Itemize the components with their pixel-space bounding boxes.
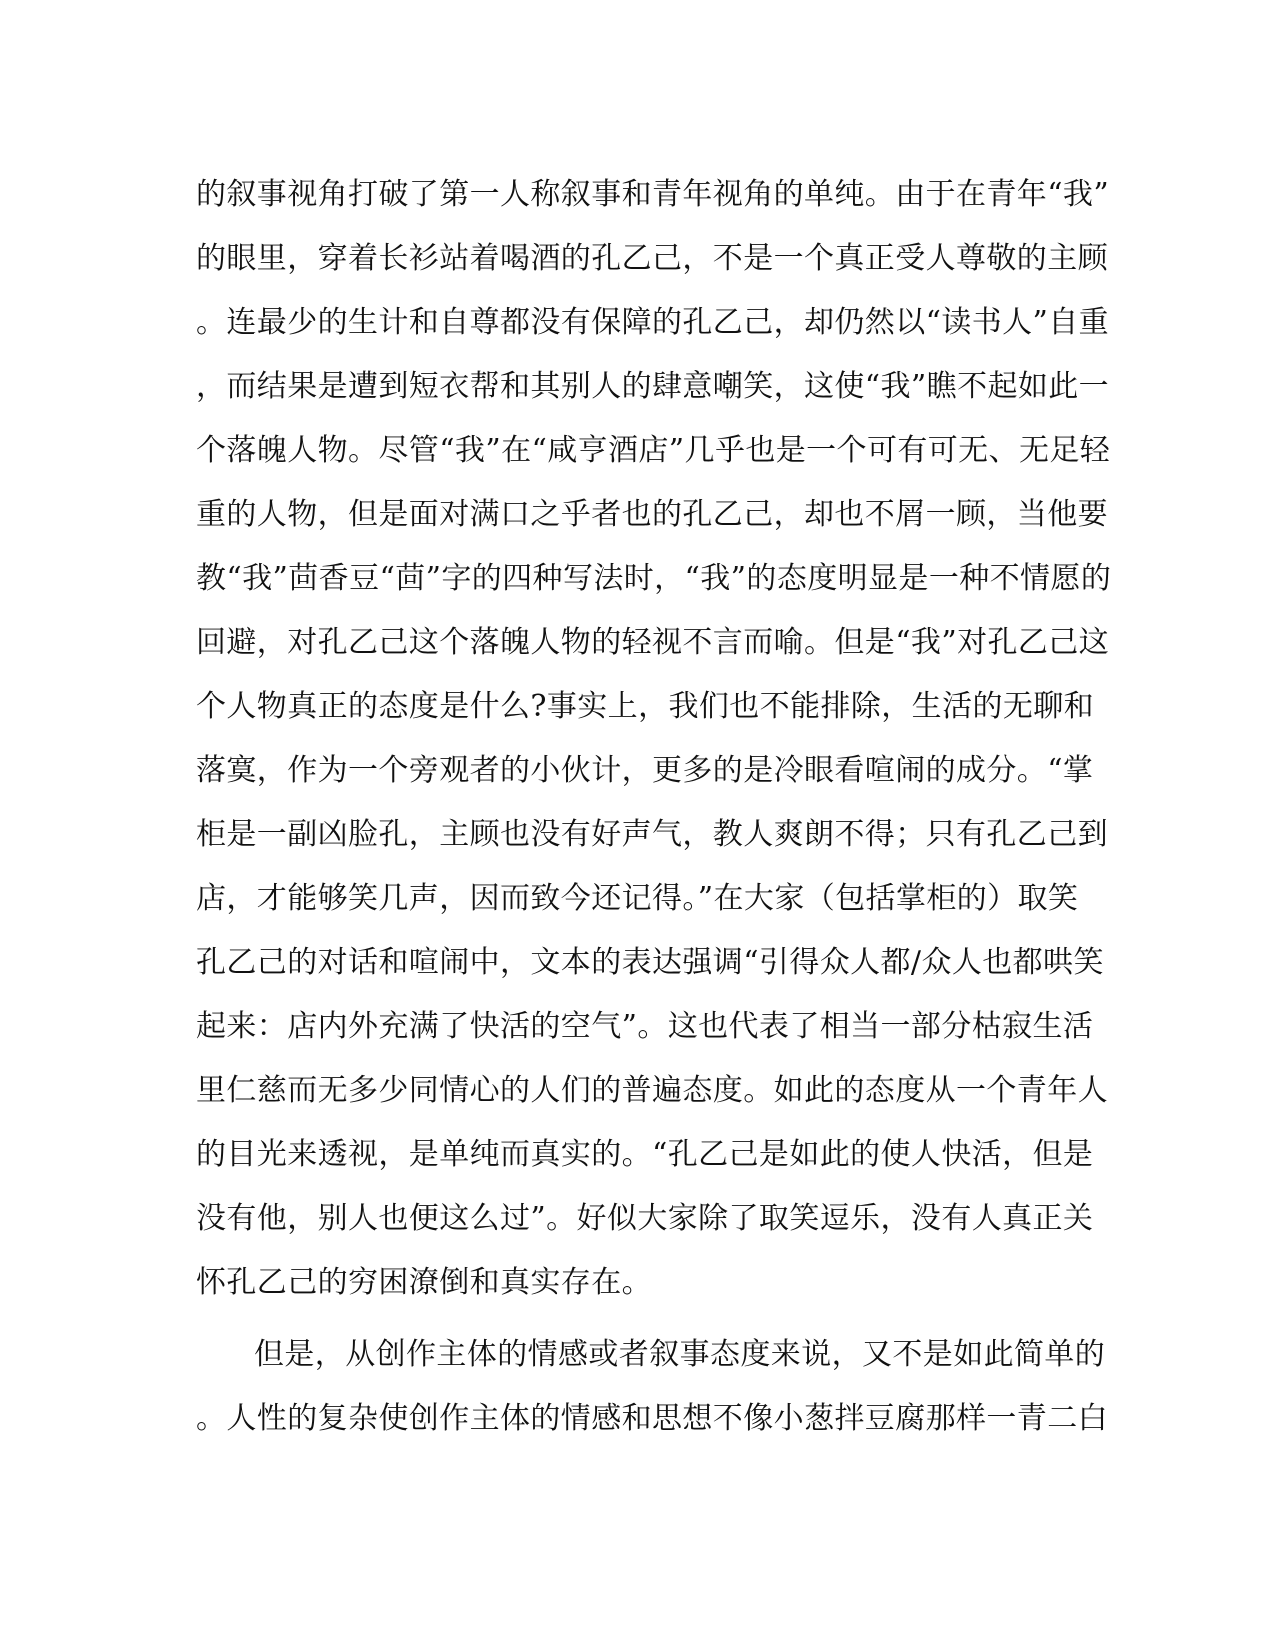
- text-line: 里仁慈而无多少同情心的人们的普遍态度。如此的态度从一个青年人: [196, 1073, 1108, 1108]
- text-line: 。连最少的生计和自尊都没有保障的孔乙己，却仍然以“读书人”自重: [196, 305, 1110, 340]
- text-line: ，而结果是遭到短衣帮和其别人的肆意嘲笑，这使“我”瞧不起如此一: [196, 369, 1110, 404]
- text-line: 回避，对孔乙己这个落魄人物的轻视不言而喻。但是“我”对孔乙己这: [196, 625, 1110, 660]
- text-line: 的眼里，穿着长衫站着喝酒的孔乙己，不是一个真正受人尊敬的主顾: [196, 241, 1108, 276]
- text-line: 个人物真正的态度是什么?事实上，我们也不能排除，生活的无聊和: [196, 689, 1095, 724]
- text-line: 孔乙己的对话和喧闹中，文本的表达强调“引得众人都/众人也都哄笑: [196, 945, 1104, 980]
- text-line: 个落魄人物。尽管“我”在“咸亨酒店”几乎也是一个可有可无、无足轻: [196, 433, 1111, 468]
- text-line: 的目光来透视，是单纯而真实的。“孔乙己是如此的使人快活，但是: [196, 1137, 1094, 1172]
- text-line: 柜是一副凶脸孔，主顾也没有好声气，教人爽朗不得；只有孔乙己到: [196, 817, 1108, 852]
- paragraph-start-line: 但是，从创作主体的情感或者叙事态度来说，又不是如此简单的: [254, 1337, 1106, 1372]
- text-line: 落寞，作为一个旁观者的小伙计，更多的是冷眼看喧闹的成分。“掌: [196, 753, 1094, 788]
- text-line: 重的人物，但是面对满口之乎者也的孔乙己，却也不屑一顾，当他要: [196, 497, 1108, 532]
- text-line: 起来：店内外充满了快活的空气”。这也代表了相当一部分枯寂生活: [196, 1009, 1094, 1044]
- text-line: 店，才能够笑几声，因而致今还记得。”在大家（包括掌柜的）取笑: [196, 881, 1079, 916]
- text-line: 怀孔乙己的穷困潦倒和真实存在。: [196, 1265, 652, 1300]
- text-line: 的叙事视角打破了第一人称叙事和青年视角的单纯。由于在青年“我”: [196, 177, 1110, 212]
- text-line: 教“我”茴香豆“茴”字的四种写法时，“我”的态度明显是一种不情愿的: [196, 561, 1112, 596]
- text-line: 没有他，别人也便这么过”。好似大家除了取笑逗乐，没有人真正关: [196, 1201, 1094, 1236]
- body-text: [196, 163, 1112, 1451]
- text-line: 。人性的复杂使创作主体的情感和思想不像小葱拌豆腐那样一青二白: [196, 1401, 1108, 1436]
